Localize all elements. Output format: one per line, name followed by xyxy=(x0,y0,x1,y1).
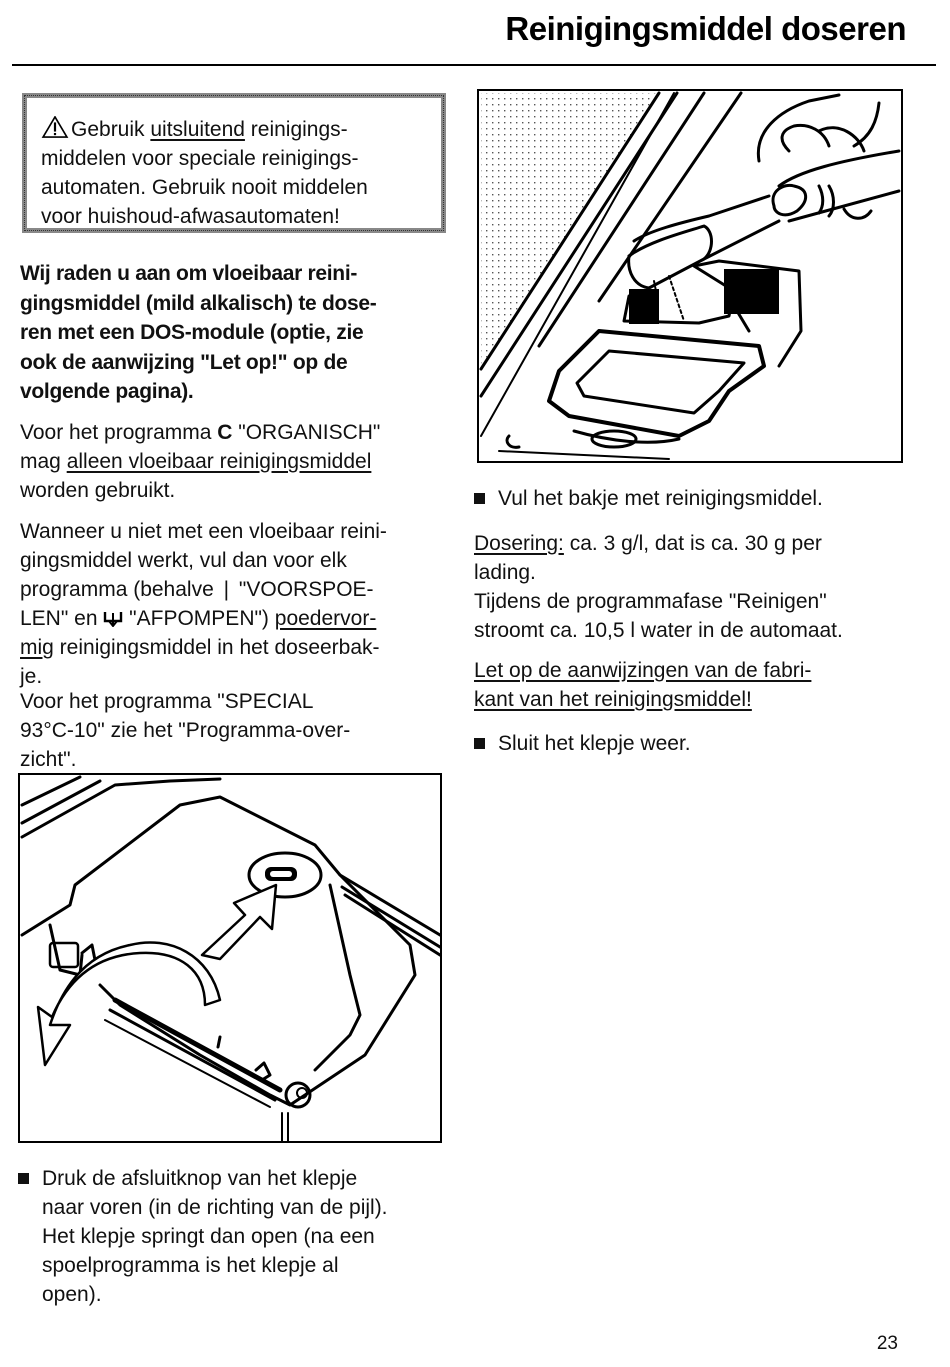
step-line: Het klepje springt dan open (na een xyxy=(42,1225,375,1248)
advice-line: ook de aanwijzing "Let op!" op de xyxy=(20,350,348,374)
powder-paragraph xyxy=(20,517,450,691)
step-fill-text: Vul het bakje met reinigingsmiddel. xyxy=(498,487,823,510)
prerinse-symbol: | xyxy=(223,578,230,601)
powder-text: reinigingsmiddel in het doseerbak- xyxy=(53,636,380,659)
advice-line: volgende pagina). xyxy=(20,380,194,403)
dosage-text: stroomt ca. 10,5 l water in de automaat. xyxy=(474,619,843,642)
page-title: Reinigingsmiddel doseren xyxy=(505,10,906,47)
step-close-text: Sluit het klepje weer. xyxy=(498,732,691,755)
dispenser-lid-illustration xyxy=(18,773,442,1143)
warning-emphasis: uitsluitend xyxy=(150,118,245,141)
dosage-text: ca. 3 g/l, dat is ca. 30 g per xyxy=(563,532,822,555)
special-line: Voor het programma "SPECIAL xyxy=(20,690,314,713)
dosage-label: Dosering: xyxy=(474,532,564,555)
advice-line: Wij raden u aan om vloeibaar reini- xyxy=(20,262,358,285)
note-line: Let op de aanwijzingen van de fabri- xyxy=(474,659,812,682)
powder-text: "AFPOMPEN") xyxy=(123,607,275,630)
advice-line: ren met een DOS-module (optie, zie xyxy=(20,321,364,344)
header-rule xyxy=(12,64,936,66)
warning-line: automaten. Gebruik nooit middelen xyxy=(41,176,368,199)
filling-detergent-illustration xyxy=(477,89,903,463)
step-line: spoelprogramma is het klepje al xyxy=(42,1254,339,1277)
warning-box xyxy=(22,93,446,233)
special-paragraph xyxy=(20,687,450,774)
step-fill xyxy=(474,484,914,513)
organisch-text: worden gebruikt. xyxy=(20,479,176,502)
step-line: naar voren (in de richting van de pijl). xyxy=(42,1196,388,1219)
filling-detergent-drawing xyxy=(479,91,901,461)
organisch-emphasis: alleen vloeibaar reinigingsmiddel xyxy=(66,450,372,473)
program-c-label: C xyxy=(217,421,233,444)
step-close xyxy=(474,729,914,758)
powder-line: Wanneer u niet met een vloeibaar reini- xyxy=(20,520,387,543)
step-press-open xyxy=(18,1164,458,1309)
bullet-square-icon xyxy=(18,1173,29,1184)
bullet-square-icon xyxy=(474,738,485,749)
dispenser-lid-drawing xyxy=(20,775,440,1141)
warning-prefix: Gebruik xyxy=(71,118,151,141)
note-line: kant van het reinigingsmiddel! xyxy=(474,688,752,711)
warning-line: voor huishoud-afwasautomaten! xyxy=(41,205,340,228)
special-line: 93°C-10" zie het "Programma-over- xyxy=(20,719,351,742)
bullet-square-icon xyxy=(474,493,485,504)
step-line: Druk de afsluitknop van het klepje xyxy=(42,1167,358,1190)
dosage-text: lading. xyxy=(474,561,536,584)
warning-triangle-icon xyxy=(41,116,69,138)
powder-emphasis: mig xyxy=(20,636,54,659)
powder-line: je. xyxy=(20,665,43,688)
warning-line: middelen voor speciale reinigings- xyxy=(41,147,359,170)
page-number: 23 xyxy=(876,1333,898,1354)
special-line: zicht". xyxy=(20,748,77,771)
powder-text: "VOORSPOE- xyxy=(233,578,374,601)
organisch-text: mag xyxy=(20,450,67,473)
manufacturer-note xyxy=(474,656,914,714)
organisch-paragraph xyxy=(20,418,450,505)
advice-paragraph xyxy=(20,259,450,407)
warning-text xyxy=(41,115,441,231)
dosage-paragraph xyxy=(474,529,914,645)
powder-emphasis: poedervor- xyxy=(274,607,377,630)
dosage-text: Tijdens de programmafase "Reinigen" xyxy=(474,590,827,613)
powder-text: programma (behalve xyxy=(20,578,220,601)
warning-line1-rest: reinigings- xyxy=(244,118,348,141)
organisch-text: "ORGANISCH" xyxy=(232,421,381,444)
advice-line: gingsmiddel (mild alkalisch) te dose- xyxy=(20,291,377,315)
powder-line: gingsmiddel werkt, vul dan voor elk xyxy=(20,549,347,572)
organisch-text: Voor het programma xyxy=(20,421,218,444)
powder-text: LEN" en xyxy=(20,607,104,630)
pump-out-icon xyxy=(103,609,123,627)
step-line: open). xyxy=(42,1283,102,1306)
